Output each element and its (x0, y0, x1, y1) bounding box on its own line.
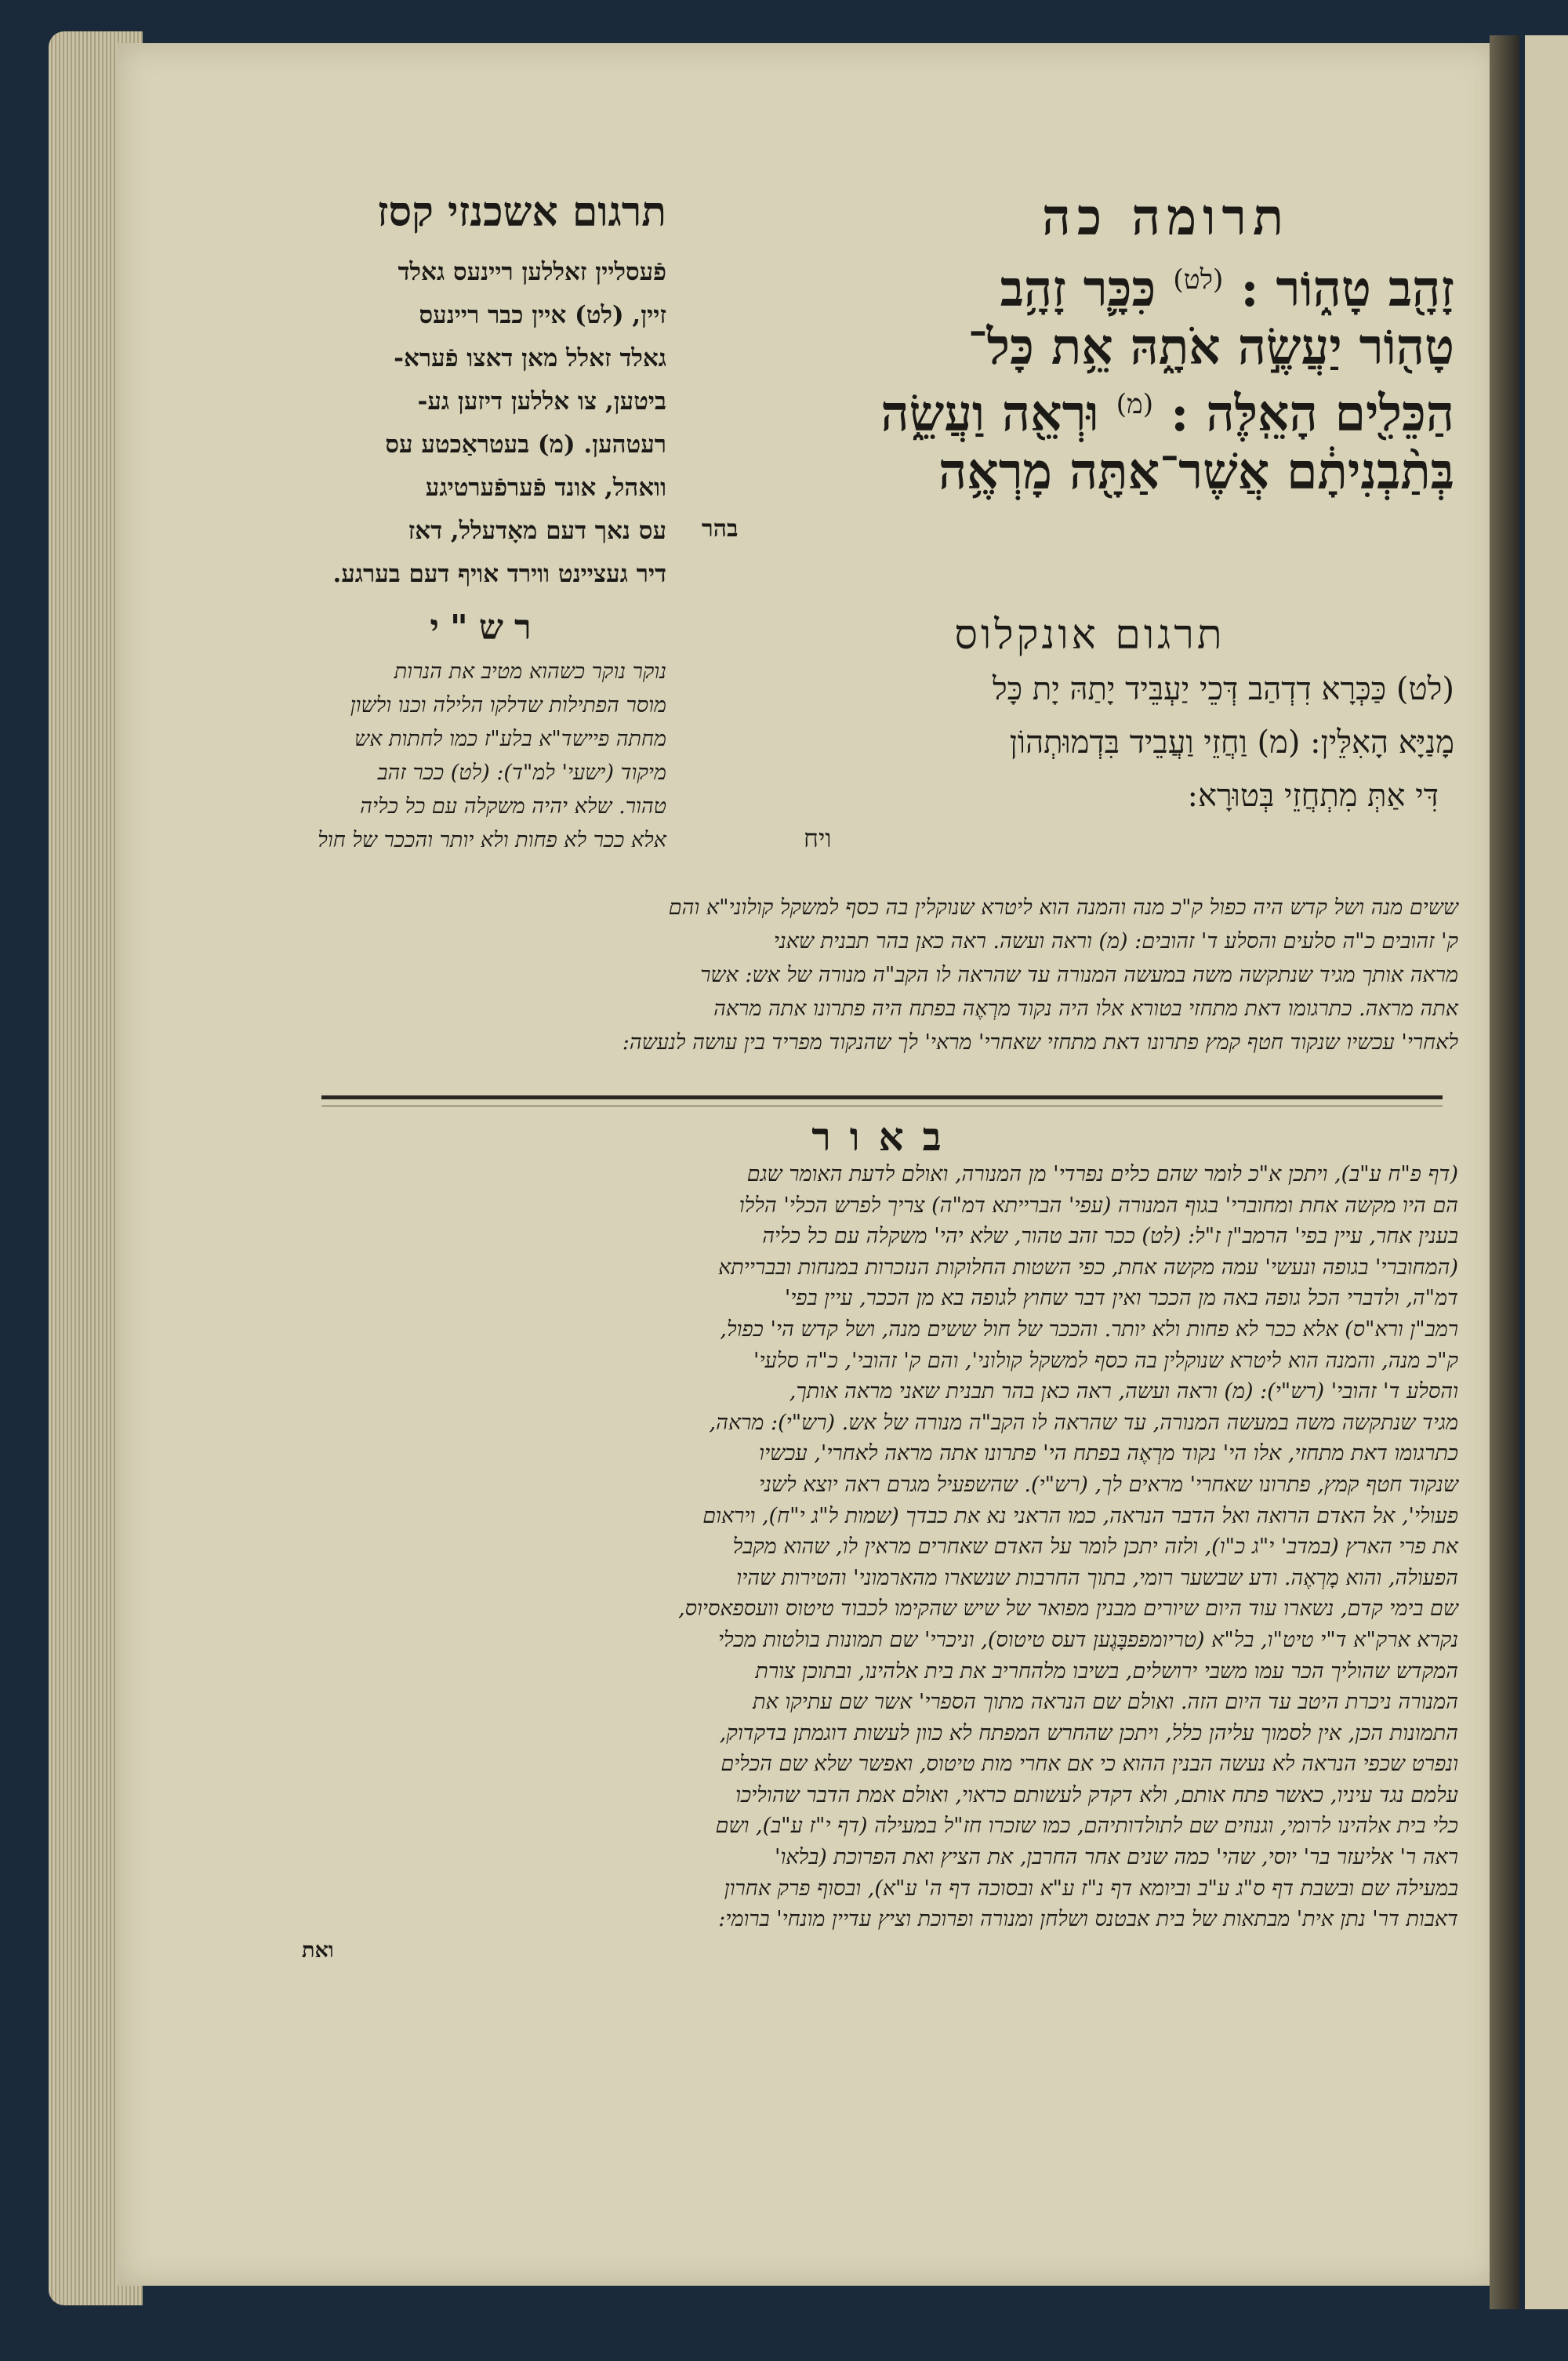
onkelos-line: (לט) כַּכְּרָא דִדְהַב דְּכֵי יַעְבֵּיד יָתַהּ יָת כָּל (992, 671, 1454, 707)
rashi-line: מראה אותך מגיד שנתקשה משה במעשה המנורה עד שהראה לו הקב"ה מנורה של אש: אשר (700, 963, 1458, 987)
catchword: ואת (302, 1938, 334, 1963)
beur-line: ראה ר' אליעזר בר' יוסי, שהי' כמה שנים אחר החרבן, את הציץ ואת הפרוכת (בלאו' (775, 1845, 1458, 1870)
yiddish-line: פֿעסליין זאללען ריינעס גאלד (397, 258, 666, 286)
page-header-translation: תרגום אשכנזי קסז (377, 188, 666, 236)
beur-line: (דף פ"ח ע"ב), ויתכן א"כ לומר שהם כלים נפרדי' מן המנורה, ואולם לדעת האומר שגם (746, 1162, 1458, 1186)
rashi-line: ששים מנה ושל קדש היה כפול ק"כ מנה והמנה הוא ליטרא שנוקלין בה כסף למשקל קולוני"א והם (668, 895, 1458, 920)
beur-line: פעולי', אל האדם הרואה ואל הדבר הנראה, כמו הראני נא את כבדך (שמות ל"ג י"ח), ויראום (702, 1503, 1458, 1528)
page-header-parsha: תרומה כה (1042, 188, 1290, 247)
rashi-line: ק' זהובים כ"ה סלעים והסלע ד' זהובים: (מ) וראה ועשה. ראה כאן בהר תבנית שאני (773, 929, 1458, 953)
yiddish-line: זיין, (לט) איין כבר ריינעס (419, 301, 666, 329)
onkelos-line: מָנַיָּא הָאִלֵּין: (מ) וַחֲזֵי וַעֲבֵיד בִּדְמוּתְהוֹן (1009, 725, 1454, 761)
yiddish-line: עס נאך דעם מאָדעלל, דאז (408, 517, 666, 545)
beur-line: שם בימי קדם, נשארו עוד היום שיורים מבנין מפואר של שיש שהקימו לכבוד טיטוס וועספאסיוס, (678, 1596, 1458, 1622)
verse-line: בְּתַ֨בְנִיתָ֔ם אֲשֶׁר־אַתָּ֖ה מָרְאֶ֥ה (938, 442, 1454, 500)
catchword: ויח (804, 823, 832, 853)
yiddish-line: רעטהען. (מ) בעטראַכטע עס (385, 430, 666, 459)
beur-line: המנורה ניכרת היטב עד היום הזה. ואולם שם הנראה מתוך הספרי' אשר שם עתיקו את (753, 1690, 1458, 1715)
verse-line: זָהָ֖ב טָה֑וֹר : $^{(לט)}$ כִּכָּ֛ר זָהָ֥ב (1000, 260, 1454, 318)
verse-line: הַכֵּלִ֖ים הָאֵֽלֶּה : $^{(מ)}$ וּרְאֵ֖ה וַעֲשֵׂ֑ה (880, 384, 1454, 442)
torah-verse-text (702, 251, 1454, 558)
yiddish-translation (306, 251, 666, 596)
onkelos-line: דִּי אַתְּ מִתְחֲזֵי בְּטוּרָא: (1187, 778, 1439, 814)
onkelos-text (804, 663, 1454, 854)
beur-line: התמונות הכן, אין לסמוך עליהן כלל, ויתכן שהחרש המפתח לא כוון לעשות דוגמתן בדקדוק, (719, 1720, 1458, 1745)
adjacent-page-edge (1525, 35, 1568, 2309)
beur-line: הפעולה, והוא מָרְאֶה. ודע שבשער רומי, בתוך החרבות שנשארו מהארמוני' והטירות שהיו (736, 1565, 1458, 1590)
beur-line: במעילה שם ובשבת דף ס"ג ע"ב וביומא דף נ"ז ע"א ובסוכה דף ה' ע"א), ובסוף פרק אחרון (724, 1876, 1458, 1901)
rashi-line: טהור. שלא יהיה משקלה עם כל כליה (360, 794, 666, 819)
verse-marker: (מ) (1116, 389, 1154, 420)
book-gutter (1490, 35, 1519, 2309)
verse-line: טָה֖וֹר יַעֲשֶׂ֣ה אֹתָ֑הּ אֵ֥ת כָּל־ (967, 318, 1454, 376)
verse-marker: (לט) (1173, 264, 1224, 296)
beur-line: נקרא ארק"א ד"י טיט"ו, בל"א (טריומפפבָּגֶען דעס טיטוס), וניכרי' שם תמונות בולטות מכלי (717, 1627, 1458, 1652)
beur-line: שנקוד חטף קמץ, פתרונו שאחרי' מראים לך, (רש"י). שהשפעיל מגרם ראה יוצא לשני (759, 1472, 1458, 1497)
rashi-line: אתה מראה. כתרגומו דאת מתחזי בטורא אלו היה נקוד מרְאֶה בפתח היה פתרונו אתה מראה (713, 997, 1458, 1021)
beur-line: המקדש שהוליך הכר עמו משבי ירושלים, בשיבו מלהחריב את בית אלהינו, ובתוכן צורת (755, 1658, 1458, 1684)
rashi-line: מיקוד (ישעי' למ"ד): (לט) ככר זהב (377, 761, 666, 785)
yiddish-line: דיר געציינט ווירד אויף דעם בערגע. (332, 560, 666, 588)
rashi-line: לאחרי' עכשיו שנקוד חטף קמץ פתרונו דאת מתחזי שאחרי' מראי' לך שהנקוד מפריד בין עושה לנעשה: (622, 1030, 1458, 1055)
rashi-column-text (306, 655, 666, 857)
rashi-line: מוסר הפתילות שדלקו הלילה וכנו ולשון (350, 693, 666, 717)
beur-line: כלי בית אלהינו לרומי, וגנוזים שם לתולדותיהם, כמו שזכרו חז"ל במעילה (דף י"ז ע"ב), ושם (715, 1814, 1458, 1839)
yiddish-line: ביטען, צו אללען דיזען גע- (417, 387, 666, 416)
rashi-line: אלא ככר לא פחות ולא יותר והככר של חול (318, 828, 666, 852)
beur-line: דמ"ה, ולדברי הכל גופה באה מן הככר ואין דבר שחוץ לגופה בא מן הככר, עיין בפי' (784, 1286, 1458, 1311)
beur-title: באור (811, 1113, 960, 1160)
rashi-line: נוקר נוקר כשהוא מטיב את הנרות (394, 659, 666, 684)
beur-line: (המחוברי' בגופה ונעשי' עמה מקשה אחת, כפי השטות החלוקות הנזכרות במנחות ובברייתא (718, 1255, 1458, 1280)
yiddish-line: וואהל, אונד פֿערפֿערטיגע (425, 474, 666, 502)
beur-line: כתרגומו דאת מתחזי, אלו הי' נקוד מרְאֶה בפתח הי' פתרונו אתה מראה לאחרי', עכשיו (759, 1441, 1458, 1466)
rashi-full-width-text (306, 891, 1458, 1059)
beur-line: והסלע ד' זהובי' (רש"י): (מ) וראה ועשה, ראה כאן בהר תבנית שאני מראה אותך, (789, 1379, 1458, 1404)
beur-line: את פרי הארץ (במדב' י"ג כ"ו), ולזה יתכן לומר על האדם שאחרים מראין לו, שהוא מקבל (732, 1535, 1458, 1560)
yiddish-line: גאלד זאלל מאן דאצו פֿערא- (394, 344, 666, 372)
beur-line: הם היו מקשה אחת ומחוברי' בגוף המנורה (עפי' הברייתא דמ"ה) צריך לפרש הכלי' הללו (739, 1193, 1458, 1218)
catchword: בהר (702, 515, 739, 543)
beur-line: דאבות דר' נתן אית' מבתאות של בית אבטנס ושלחן ומנורה ופרוכת וציץ עדיין מונחי' ברומי: (718, 1907, 1458, 1932)
rashi-line: מחתה פיישד"א בלע"ז כמו לחתות אש (354, 727, 666, 751)
section-divider (321, 1095, 1443, 1099)
beur-line: עלמם נגד עיניו, כאשר פתח אותם, ולא דקדק לעשותם כראוי, ואולם אמת הדבר שהוליכו (735, 1782, 1458, 1807)
beur-line: מגיד שנתקשה משה במעשה המנורה, עד שהראה לו הקב"ה מנורה של אש. (רש"י): מראה, (709, 1410, 1458, 1435)
beur-commentary-text (302, 1159, 1458, 1966)
beur-line: בענין אחר, עיין בפי' הרמב"ן ז"ל: (לט) ככר זהב טהור, שלא יהי' משקלה עם כל כליה (762, 1224, 1458, 1249)
beur-line: רמב"ן ורא"ס) אלא ככר לא פחות ולא יותר. והככר של חול ששים מנה, ושל קדש הי' כפול, (720, 1317, 1458, 1342)
rashi-title: רש"י (430, 608, 543, 648)
beur-line: ק"כ מנה, והמנה הוא ליטרא שנוקלין בה כסף למשקל קולוני', והם ק' זהובי', כ"ה סלעי' (753, 1348, 1458, 1373)
onkelos-title: תרגום אונקלוס (954, 612, 1225, 659)
beur-line: ונפרט שכפי הנראה לא נעשה הבנין ההוא כי אם אחרי מות טיטוס, ואפשר שלא שם הכלים (720, 1752, 1458, 1777)
